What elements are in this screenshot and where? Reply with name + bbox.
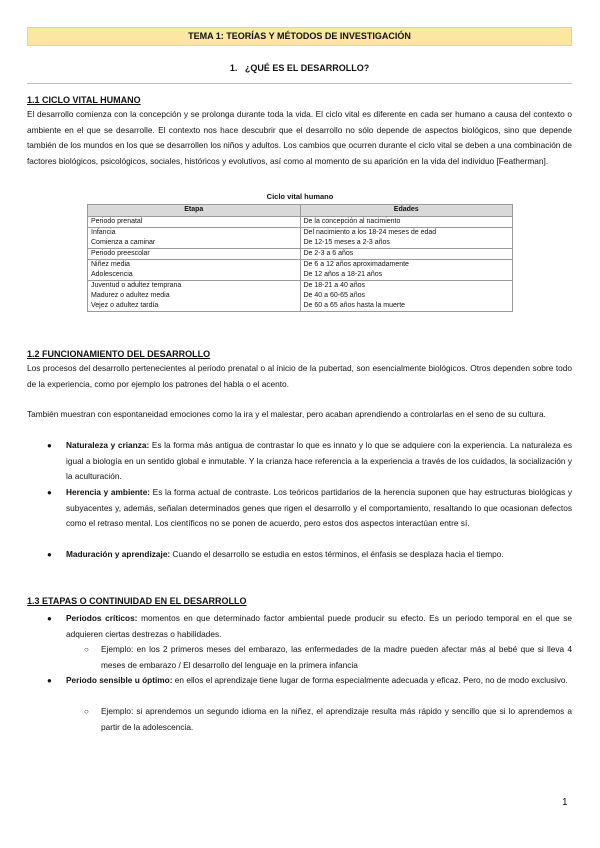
bullet-icon: ● (47, 441, 52, 450)
page-number: 1 (562, 797, 568, 808)
table-cell: Madurez o adultez media (91, 292, 170, 299)
table-header-edades: Edades (300, 205, 513, 217)
page-title: TEMA 1: TEORÍAS Y MÉTODOS DE INVESTIGACIÓN (27, 27, 572, 46)
heading-funcionamiento: 1.2 FUNCIONAMIENTO DEL DESARROLLO (27, 349, 211, 359)
list-item (66, 485, 572, 532)
table-cell: Infancia (91, 229, 116, 236)
table-row (88, 260, 513, 281)
table-cell: De 2-3 a 6 años (303, 250, 354, 257)
list-item (66, 438, 572, 485)
table-cell: De 18-21 a 40 años (303, 282, 365, 289)
bullet-text: Es la forma más antigua de contrastar lo que es innato y lo que se adquiere con la experiencia. La naturaleza es igual a biología en un sentido global e inmutable. Y la crianza hace referencia a la experiencia a través de los cuidados, la socialización y la aculturación. (66, 440, 572, 482)
table-cell: Adolescencia (91, 271, 133, 278)
table-header-etapa: Etapa (88, 205, 301, 217)
paragraph-ciclo-vital: El desarrollo comienza con la concepción y se prolonga durante toda la vida. El ciclo vital es diferente en cada ser humano a causa del contexto o ambiente en el que se desarrolle. El contexto nos hace descubrir que el desarrollo no sólo depende de aspectos biológicos, sino que depende también de los mundos en los que se desarrollen los niños y adultos. Los cambios que ocurren durante el ciclo vital se deben a una combinación de factores biológicos, psicológicos, sociales, históricos y evolutivos, así como al momento de su aparición en la vida del individuo [Featherman]. (27, 109, 572, 166)
list-item (66, 673, 572, 689)
bullet-term: Herencia y ambiente: (66, 487, 151, 497)
table-cell: De 6 a 12 años aproximadamente (303, 261, 409, 268)
bullet-text: en ellos el aprendizaje tiene lugar de forma especialmente adecuada y eficaz. Pero, no de modo exclusivo. (172, 675, 568, 685)
section-title (27, 63, 572, 73)
list-item (66, 547, 572, 563)
table-cell: Periodo prenatal (91, 218, 143, 225)
ciclo-vital-table (87, 192, 513, 312)
heading-etapas: 1.3 ETAPAS O CONTINUIDAD EN EL DESARROLLO (27, 596, 247, 606)
table-cell: Del nacimiento a los 18-24 meses de edad (303, 229, 437, 236)
table-cell: De la concepción al nacimiento (303, 218, 401, 225)
sub-bullet-icon: ○ (84, 645, 89, 654)
table-cell: De 12 años a 18-21 años (303, 271, 383, 278)
table-cell: Periodo preescolar (91, 250, 150, 257)
section-number: 1. (229, 63, 238, 73)
bullet-term: Maduración y aprendizaje: (66, 549, 171, 559)
bullet-term: Periodo sensible u óptimo: (66, 675, 173, 685)
table-row (88, 228, 513, 249)
paragraph-funcionamiento-1: Los procesos del desarrollo pertenecientes al periodo prenatal o al inicio de la pubertad, son esencialmente biológicos. Otros dependen sobre todo de la experiencia, como por ejemplo los patrones del habla o el acento. (27, 363, 572, 389)
heading-ciclo-vital: 1.1 CICLO VITAL HUMANO (27, 95, 141, 105)
table-cell: De 60 a 65 años hasta la muerte (303, 302, 406, 309)
table-row (88, 281, 513, 312)
bullet-text: Es la forma actual de contraste. Los teóricos partidarios de la herencia suponen que hay estructuras biológicas y subyacentes y, además, señalan determinados genes que rigen el desarrollo y el comportamiento, resaltando lo que ocasionan defectos como el retraso mental. Los científicos no se ponen de acuerdo, pero estos dos aspectos interactúan entre sí. (66, 487, 572, 529)
table-cell: Comienza a caminar (91, 239, 156, 246)
table-cell: Niñez media (91, 261, 130, 268)
table-cell: De 12-15 meses a 2-3 años (303, 239, 390, 246)
table-cell: Juventud o adultez temprana (91, 282, 182, 289)
bullet-icon: ● (47, 550, 52, 559)
bullet-icon: ● (47, 488, 52, 497)
bullet-term: Naturaleza y crianza: (66, 440, 150, 450)
list-item (66, 611, 572, 642)
bullet-text: Cuando el desarrollo se estudia en estos términos, el énfasis se desplaza hacia el tiempo. (170, 549, 504, 559)
table-cell: De 40 a 60-65 años (303, 292, 365, 299)
bullet-term: Periodos críticos: (66, 613, 138, 623)
table-row (88, 249, 513, 260)
paragraph-funcionamiento-2: También muestran con espontaneidad emociones como la ira y el malestar, pero acaban aprendiendo a controlarlas en el seno de su cultura. (27, 409, 546, 419)
bullet-text: momentos en que determinado factor ambiental puede producir su efecto. Es un periodo temporal en el que se adquieren ciertas destrezas o habilidades. (66, 613, 572, 639)
sub-list-item: Ejemplo: en los 2 primeros meses del embarazo, las enfermedades de la madre pueden afectar más al bebé que si lleva 4 meses de embarazo / El desarrollo del lenguaje en la primera infancia (101, 644, 572, 670)
bullet-icon: ● (47, 676, 52, 685)
table-row (88, 217, 513, 228)
sub-bullet-icon: ○ (84, 707, 89, 716)
table-title: Ciclo vital humano (266, 192, 334, 201)
section-title-text: ¿QUÉ ES EL DESARROLLO? (244, 63, 370, 73)
table-cell: Vejez o adultez tardía (91, 302, 159, 309)
sub-list-item: Ejemplo: si aprendemos un segundo idioma en la niñez, el aprendizaje resulta más rápido y sencillo que si lo aprendemos a partir de la adolescencia. (101, 706, 572, 732)
bullet-icon: ● (47, 614, 52, 623)
divider (27, 83, 572, 84)
